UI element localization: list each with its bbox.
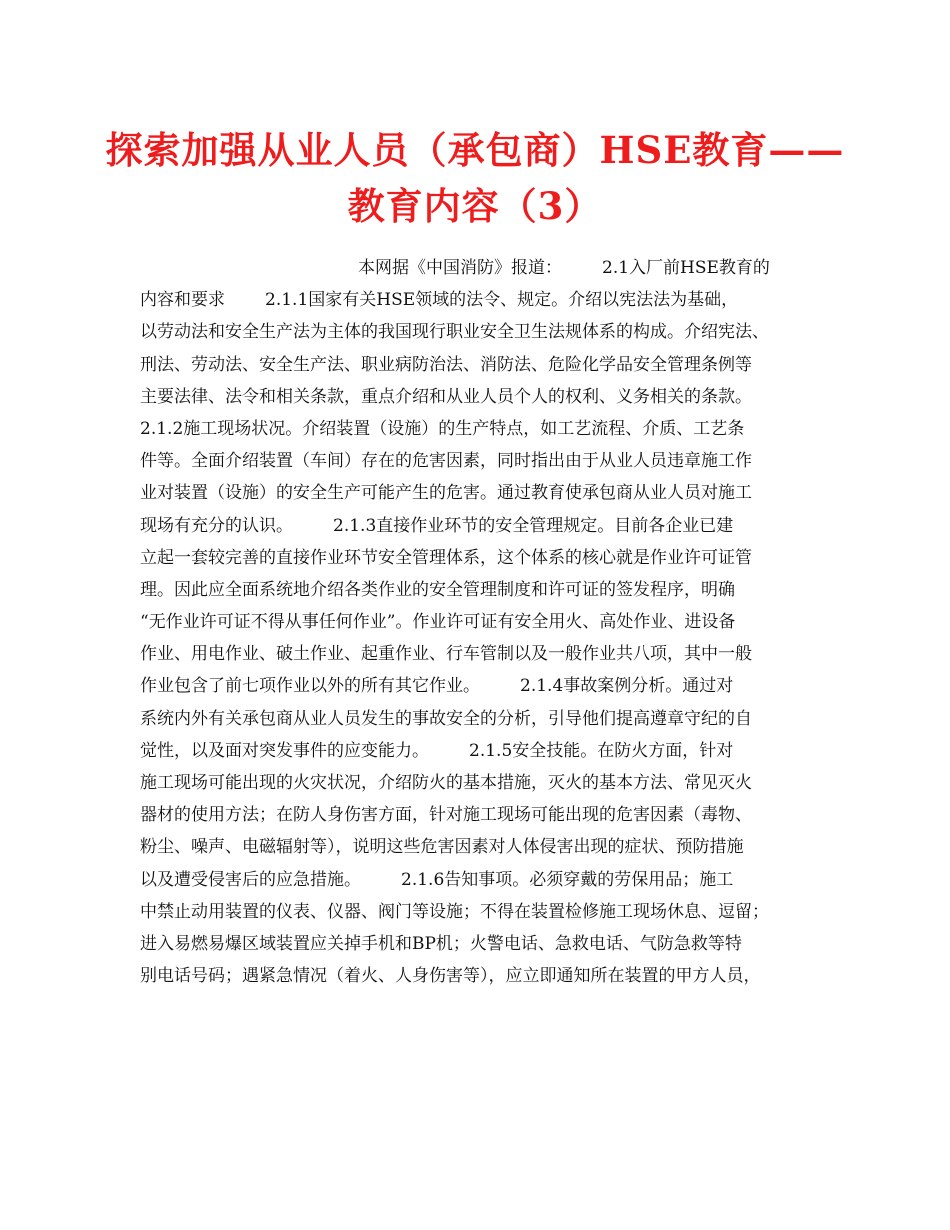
body-line: “无作业许可证不得从事任何作业”。作业许可证有安全用火、高处作业、进设备 (140, 612, 736, 633)
body-line: 别电话号码；遇紧急情况（着火、人身伤害等），应立即通知所在装置的甲方人员， (140, 966, 761, 987)
body-line: 施工现场可能出现的火灾状况，介绍防火的基本措施，灭火的基本方法、常见灭火 (140, 773, 752, 793)
body-line: 进入易燃易爆区域装置应关掉手机和BP机；火警电话、急救电话、气防急救等特 (140, 933, 742, 954)
body-line: 业对装置（设施）的安全生产可能产生的危害。通过教育使承包商从业人员对施工 (140, 483, 752, 504)
body-line (140, 252, 820, 284)
body-line: 觉性，以及面对突发事件的应变能力。 2.1.5安全技能。在防火方面，针对 (140, 740, 734, 761)
body-line: 刑法、劳动法、安全生产法、职业病防治法、消防法、危险化学品安全管理条例等 (140, 354, 752, 375)
title-line-1: 探索加强从业人员（承包商）HSE教育—— (105, 128, 845, 172)
section-heading: 2.1入厂前HSE教育的 (602, 258, 770, 278)
body-line: 粉尘、噪声、电磁辐射等），说明这些危害因素对人体侵害出现的症状、预防措施 (140, 837, 744, 858)
body-line: 系统内外有关承包商从业人员发生的事故安全的分析，引导他们提高遵章守纪的自 (140, 708, 752, 729)
body-line: 立起一套较完善的直接作业环节安全管理体系，这个体系的核心就是作业许可证管 (140, 547, 752, 568)
title-line-2: 教育内容（3） (347, 184, 603, 228)
body-line: 作业包含了前七项作业以外的所有其它作业。 2.1.4事故案例分析。通过对 (140, 676, 734, 697)
body-line: 以及遭受侵害后的应急措施。 2.1.6告知事项。必须穿戴的劳保用品；施工 (140, 869, 734, 890)
body-line: 2.1.2施工现场状况。介绍装置（设施）的生产特点，如工艺流程、介质、工艺条 (140, 418, 745, 439)
body-line: 件等。全面介绍装置（车间）存在的危害因素，同时指出由于从业人员违章施工作 (140, 451, 752, 472)
body-line: 作业、用电作业、破土作业、起重作业、行车管制以及一般作业共八项，其中一般 (140, 644, 752, 665)
document-body (140, 252, 820, 992)
body-line: 理。因此应全面系统地介绍各类作业的安全管理制度和许可证的签发程序，明确 (140, 579, 735, 600)
body-line: 以劳动法和安全生产法为主体的我国现行职业安全卫生法规体系的构成。介绍宪法、 (140, 322, 769, 343)
body-line: 现场有充分的认识。 2.1.3直接作业环节的安全管理规定。目前各企业已建 (140, 515, 734, 536)
body-line: 器材的使用方法；在防人身伤害方面，针对施工现场可能出现的危害因素（毒物、 (140, 805, 752, 826)
body-line: 中禁止动用装置的仪表、仪器、阀门等设施；不得在装置检修施工现场休息、逗留； (140, 901, 769, 922)
body-line: 内容和要求 2.1.1国家有关HSE领域的法令、规定。介绍以宪法法为基础， (140, 290, 739, 311)
document-title (100, 122, 850, 234)
body-line: 主要法律、法令和相关条款，重点介绍和从业人员个人的权利、义务相关的条款。 (140, 386, 752, 407)
source-note: 本网据《中国消防》报道： (358, 258, 562, 278)
